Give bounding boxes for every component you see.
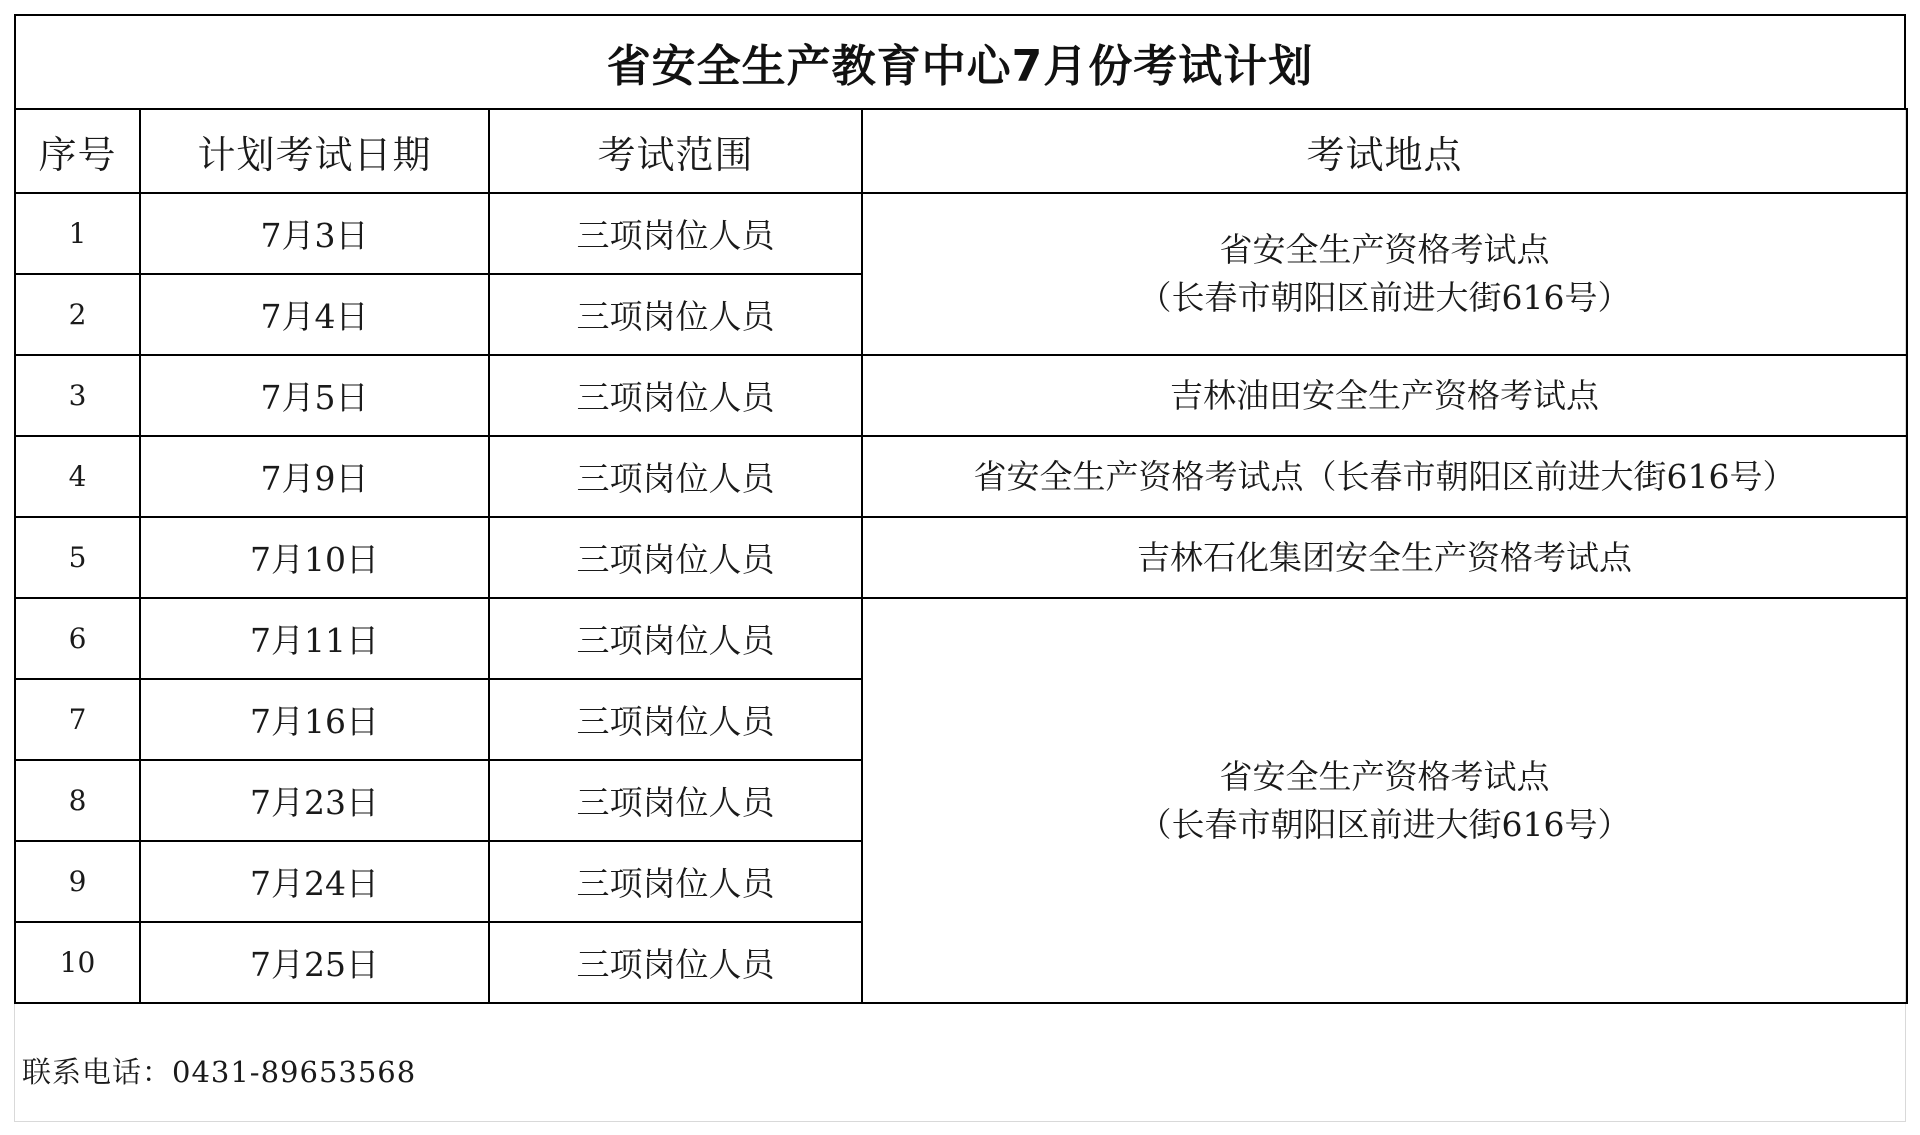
- row-date: 7月11日: [140, 598, 489, 679]
- location-address: （长春市朝阳区前进大街616号）: [1138, 804, 1631, 844]
- header-scope: 考试范围: [489, 109, 862, 193]
- row-date: 7月5日: [140, 355, 489, 436]
- row-scope: 三项岗位人员: [489, 922, 862, 1003]
- table-row: [15, 355, 1907, 436]
- row-date: 7月3日: [140, 193, 489, 274]
- row-scope: 三项岗位人员: [489, 274, 862, 355]
- row-scope: 三项岗位人员: [489, 517, 862, 598]
- row-index: 6: [15, 598, 140, 679]
- row-index: 10: [15, 922, 140, 1003]
- header-date: 计划考试日期: [140, 109, 489, 193]
- row-index: 2: [15, 274, 140, 355]
- table-row: [15, 436, 1907, 517]
- row-date: 7月9日: [140, 436, 489, 517]
- row-scope: 三项岗位人员: [489, 355, 862, 436]
- row-date: 7月10日: [140, 517, 489, 598]
- exam-schedule-table: [14, 108, 1908, 1004]
- row-index: 9: [15, 841, 140, 922]
- row-date: 7月16日: [140, 679, 489, 760]
- row-index: 5: [15, 517, 140, 598]
- row-location: [862, 598, 1907, 1003]
- row-date: 7月25日: [140, 922, 489, 1003]
- row-date: 7月24日: [140, 841, 489, 922]
- header-index: 序号: [15, 109, 140, 193]
- location-address: （长春市朝阳区前进大街616号）: [1138, 278, 1631, 317]
- row-date: 7月23日: [140, 760, 489, 841]
- row-scope: 三项岗位人员: [489, 193, 862, 274]
- row-location: 省安全生产资格考试点（长春市朝阳区前进大街616号）: [862, 436, 1907, 517]
- location-name: 省安全生产资格考试点: [1219, 756, 1550, 796]
- header-location: 考试地点: [862, 109, 1907, 193]
- row-index: 8: [15, 760, 140, 841]
- table-header-row: [15, 109, 1907, 193]
- row-scope: 三项岗位人员: [489, 760, 862, 841]
- row-index: 1: [15, 193, 140, 274]
- row-index: 3: [15, 355, 140, 436]
- contact-phone: 联系电话：0431-89653568: [22, 1055, 417, 1089]
- document-title: 省安全生产教育中心7月份考试计划: [606, 41, 1314, 92]
- row-scope: 三项岗位人员: [489, 598, 862, 679]
- table-row: [15, 517, 1907, 598]
- title-bar: [14, 14, 1906, 108]
- location-name: 省安全生产资格考试点: [1219, 230, 1550, 269]
- row-date: 7月4日: [140, 274, 489, 355]
- row-location: [862, 193, 1907, 355]
- row-scope: 三项岗位人员: [489, 679, 862, 760]
- table-row: [15, 598, 1907, 679]
- row-scope: 三项岗位人员: [489, 436, 862, 517]
- row-location: 吉林石化集团安全生产资格考试点: [862, 517, 1907, 598]
- row-index: 7: [15, 679, 140, 760]
- row-scope: 三项岗位人员: [489, 841, 862, 922]
- table-row: [15, 193, 1907, 274]
- row-index: 4: [15, 436, 140, 517]
- row-location: 吉林油田安全生产资格考试点: [862, 355, 1907, 436]
